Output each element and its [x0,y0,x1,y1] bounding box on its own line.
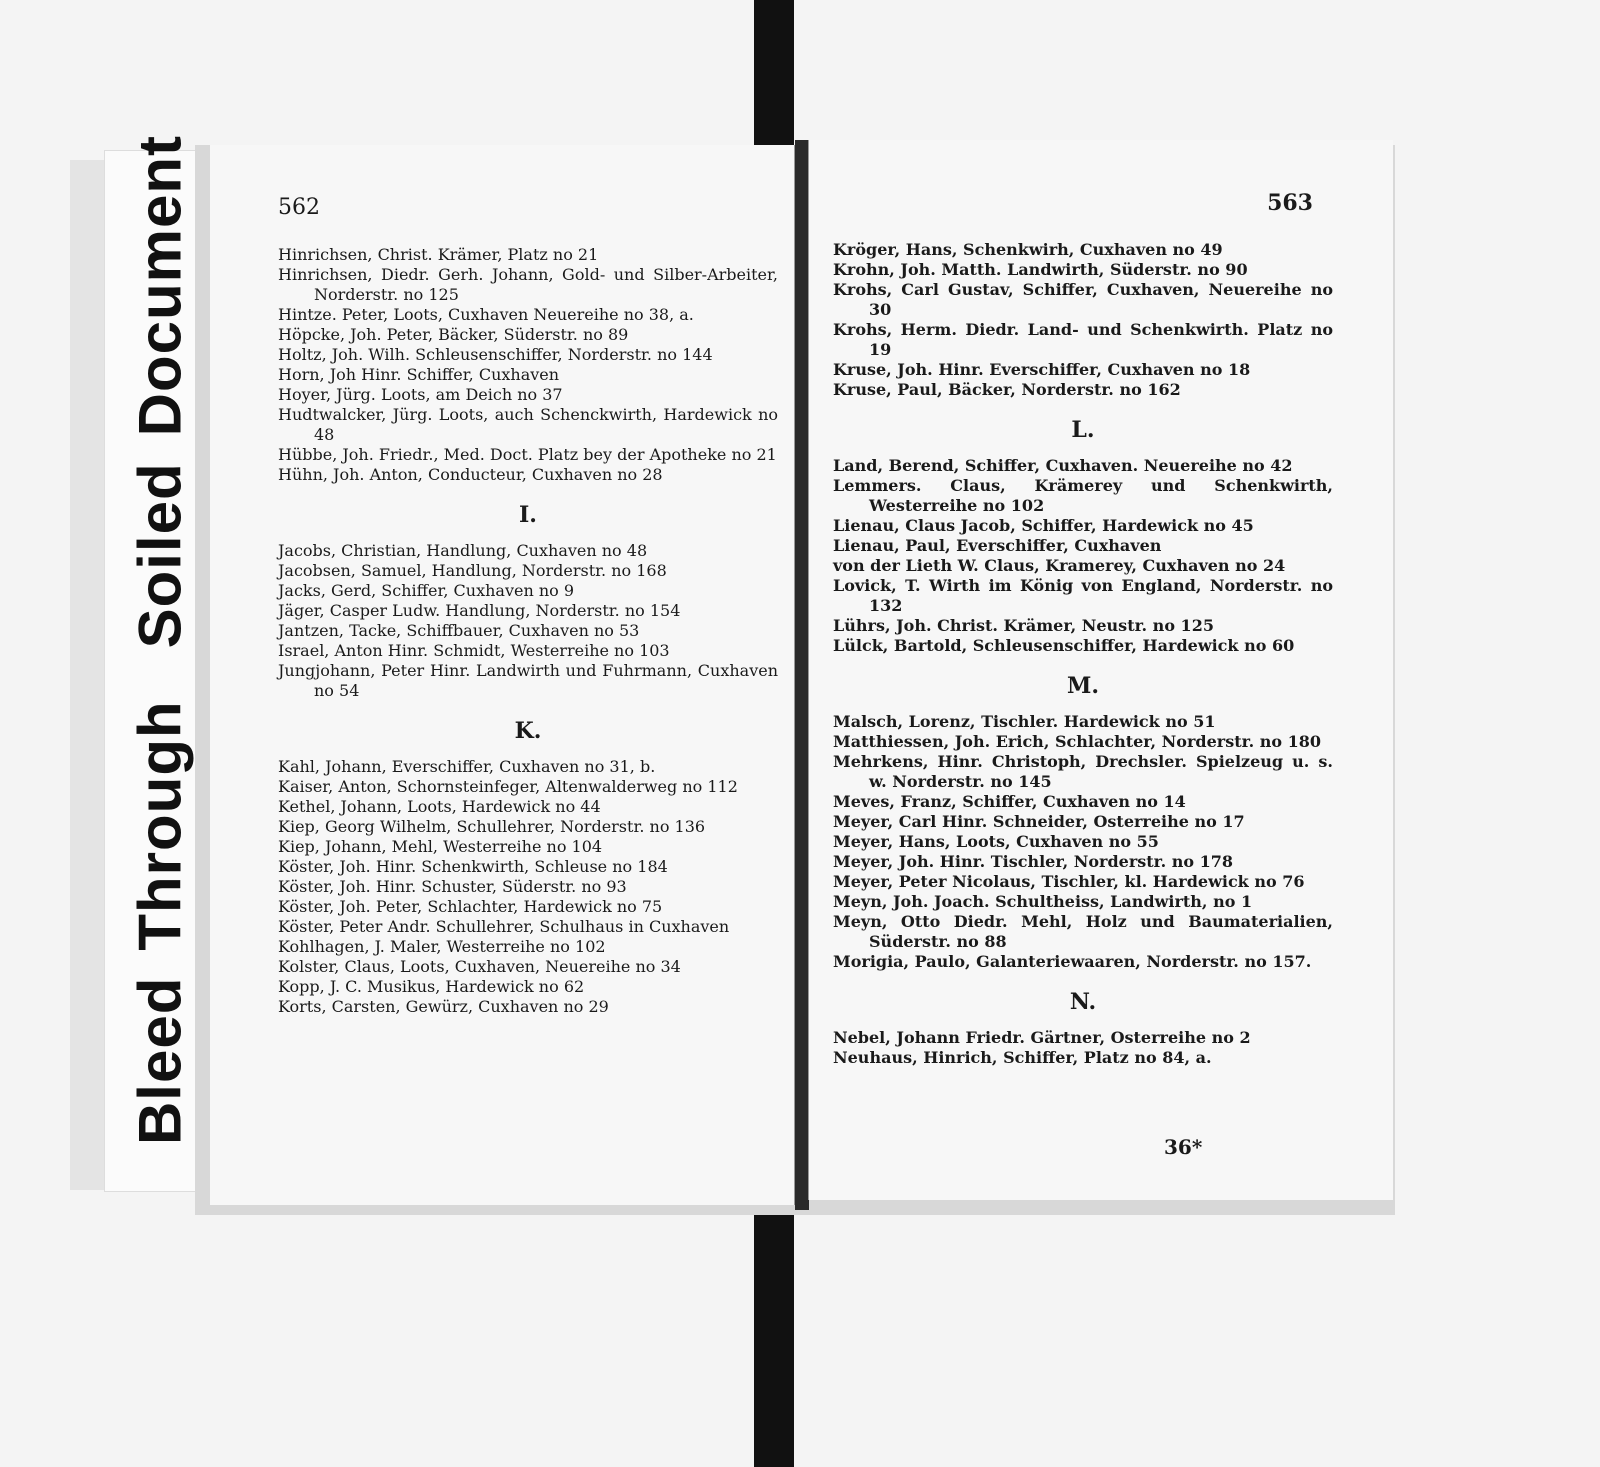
directory-entry: Kruse, Joh. Hinr. Everschiffer, Cuxhaven no 18 [833,360,1251,379]
directory-entry: Lienau, Paul, Everschiffer, Cuxhaven [833,536,1162,555]
directory-entry: Hühn, Joh. Anton, Conducteur, Cuxhaven no 28 [278,465,663,484]
directory-entry: Hinrichsen, Diedr. Gerh. Johann, Gold- und Silber-Arbeiter, Norderstr. no 125 [278,265,778,304]
directory-entry: Kohlhagen, J. Maler, Westerreihe no 102 [278,937,606,956]
directory-entry: Jäger, Casper Ludw. Handlung, Norderstr. no 154 [278,601,681,620]
directory-entry: Meyer, Peter Nicolaus, Tischler, kl. Hardewick no 76 [833,872,1305,891]
directory-entry: Holtz, Joh. Wilh. Schleusenschiffer, Norderstr. no 144 [278,345,713,364]
overlay-label [126,135,195,1145]
directory-entry: Hoyer, Jürg. Loots, am Deich no 37 [278,385,563,404]
directory-entry: Jacobs, Christian, Handlung, Cuxhaven no 48 [278,541,648,560]
directory-entry: Nebel, Johann Friedr. Gärtner, Osterreihe no 2 [833,1028,1251,1047]
directory-entry: Land, Berend, Schiffer, Cuxhaven. Neuereihe no 42 [833,456,1293,475]
left-page-entries [278,245,778,1017]
directory-entry: Krohn, Joh. Matth. Landwirth, Süderstr. no 90 [833,260,1248,279]
directory-entry: Malsch, Lorenz, Tischler. Hardewick no 51 [833,712,1216,731]
directory-entry: Köster, Joh. Peter, Schlachter, Hardewick no 75 [278,897,663,916]
sheet-signature: 36* [1164,1135,1203,1159]
directory-entry: Köster, Joh. Hinr. Schenkwirth, Schleuse no 184 [278,857,668,876]
directory-entry: Meyer, Joh. Hinr. Tischler, Norderstr. no 178 [833,852,1234,871]
directory-entry: Meyer, Carl Hinr. Schneider, Osterreihe no 17 [833,812,1245,831]
label-word-1: Bleed [126,976,194,1146]
directory-entry: Kröger, Hans, Schenkwirh, Cuxhaven no 49 [833,240,1223,259]
label-word-3: Soiled [126,462,194,649]
directory-entry: Kiep, Johann, Mehl, Westerreihe no 104 [278,837,603,856]
directory-entry: Köster, Peter Andr. Schullehrer, Schulhaus in Cuxhaven [278,917,730,936]
directory-entry: Neuhaus, Hinrich, Schiffer, Platz no 84, a. [833,1048,1212,1067]
directory-entry: Meyer, Hans, Loots, Cuxhaven no 55 [833,832,1159,851]
directory-entry: Kaiser, Anton, Schornsteinfeger, Altenwalderweg no 112 [278,777,738,796]
directory-entry: Kiep, Georg Wilhelm, Schullehrer, Norderstr. no 136 [278,817,706,836]
right-page-number: 563 [1267,190,1313,216]
section-letter: N. [1069,989,1097,1015]
directory-entry: Horn, Joh Hinr. Schiffer, Cuxhaven [278,365,560,384]
directory-entry: Mehrkens, Hinr. Christoph, Drechsler. Spielzeug u. s. w. Norderstr. no 145 [833,752,1333,791]
directory-entry: Hintze. Peter, Loots, Cuxhaven Neuereihe no 38, a. [278,305,694,324]
directory-entry: Hudtwalcker, Jürg. Loots, auch Schenckwirth, Hardewick no 48 [278,405,778,444]
directory-entry: Lienau, Claus Jacob, Schiffer, Hardewick no 45 [833,516,1254,535]
directory-entry: Jacobsen, Samuel, Handlung, Norderstr. no 168 [278,561,667,580]
directory-entry: Höpcke, Joh. Peter, Bäcker, Süderstr. no 89 [278,325,629,344]
directory-entry: Meyn, Otto Diedr. Mehl, Holz und Baumaterialien, Süderstr. no 88 [833,912,1333,951]
directory-entry: Hinrichsen, Christ. Krämer, Platz no 21 [278,245,599,264]
directory-entry: Kruse, Paul, Bäcker, Norderstr. no 162 [833,380,1181,399]
directory-entry: von der Lieth W. Claus, Kramerey, Cuxhaven no 24 [833,556,1286,575]
directory-entry: Matthiessen, Joh. Erich, Schlachter, Norderstr. no 180 [833,732,1321,751]
directory-entry: Lührs, Joh. Christ. Krämer, Neustr. no 125 [833,616,1214,635]
directory-entry: Krohs, Herm. Diedr. Land- und Schenkwirth. Platz no 19 [833,320,1333,359]
label-word-2: Through [126,700,194,951]
directory-entry: Kethel, Johann, Loots, Hardewick no 44 [278,797,601,816]
right-page-entries [833,240,1333,1068]
directory-entry: Lovick, T. Wirth im König von England, Norderstr. no 132 [833,576,1333,615]
directory-entry: Meyn, Joh. Joach. Schultheiss, Landwirth, no 1 [833,892,1253,911]
directory-entry: Kahl, Johann, Everschiffer, Cuxhaven no 31, b. [278,757,656,776]
directory-entry: Hübbe, Joh. Friedr., Med. Doct. Platz bey der Apotheke no 21 [278,445,777,464]
directory-entry: Israel, Anton Hinr. Schmidt, Westerreihe no 103 [278,641,670,660]
section-letter: L. [1071,417,1095,443]
directory-entry: Köster, Joh. Hinr. Schuster, Süderstr. no 93 [278,877,627,896]
scanner-strip-top [754,0,794,150]
section-letter: M. [1066,673,1099,699]
directory-entry: Krohs, Carl Gustav, Schiffer, Cuxhaven, Neuereihe no 30 [833,280,1333,319]
left-page [210,145,795,1205]
directory-entry: Lülck, Bartold, Schleusenschiffer, Hardewick no 60 [833,636,1295,655]
directory-entry: Lemmers. Claus, Krämerey und Schenkwirth, Westerreihe no 102 [833,476,1333,515]
directory-entry: Jungjohann, Peter Hinr. Landwirth und Fuhrmann, Cuxhaven no 54 [278,661,778,700]
directory-entry: Meves, Franz, Schiffer, Cuxhaven no 14 [833,792,1186,811]
section-letter: I. [519,502,537,528]
left-page-number: 562 [278,195,320,220]
directory-entry: Jacks, Gerd, Schiffer, Cuxhaven no 9 [278,581,575,600]
directory-entry: Korts, Carsten, Gewürz, Cuxhaven no 29 [278,997,609,1016]
directory-entry: Kopp, J. C. Musikus, Hardewick no 62 [278,977,585,996]
directory-entry: Morigia, Paulo, Galanteriewaaren, Norderstr. no 157. [833,952,1312,971]
scanner-strip-bottom [754,1195,794,1467]
right-page [808,140,1393,1200]
book-gutter [795,140,809,1210]
directory-entry: Jantzen, Tacke, Schiffbauer, Cuxhaven no 53 [278,621,640,640]
section-letter: K. [514,718,542,744]
directory-entry: Kolster, Claus, Loots, Cuxhaven, Neuereihe no 34 [278,957,681,976]
label-word-4: Document [126,134,194,437]
